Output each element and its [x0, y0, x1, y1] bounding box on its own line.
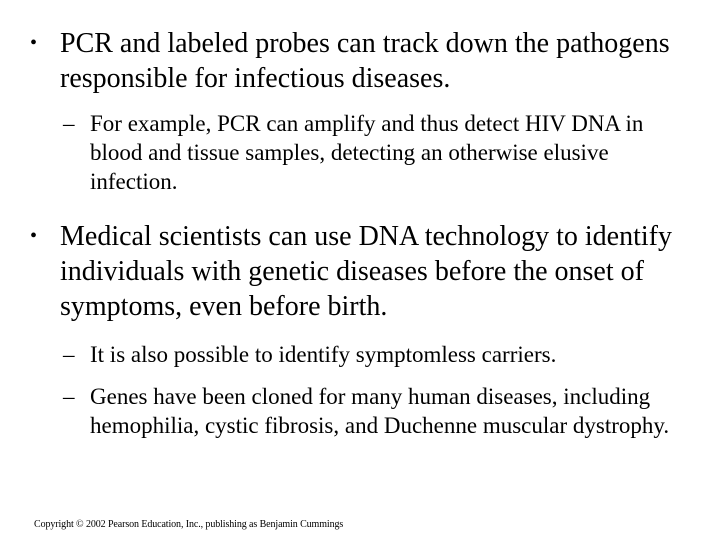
- bullet-text: Medical scientists can use DNA technology to identify individuals with genetic diseases before the onset of symptoms, even before birth.: [60, 221, 672, 322]
- subbullet-hiv-example: [63, 109, 693, 196]
- subbullet-marker: –: [63, 111, 75, 136]
- subbullet-marker: –: [63, 384, 75, 409]
- subbullet-carriers: [63, 340, 693, 369]
- subbullet-text: Genes have been cloned for many human diseases, including hemophilia, cystic fibrosis, and Duchenne muscular dystrophy.: [90, 384, 670, 438]
- bullet-marker: •: [30, 225, 38, 247]
- bullet-marker: •: [30, 32, 38, 54]
- bullet-text: PCR and labeled probes can track down the pathogens responsible for infectious diseases.: [60, 28, 670, 94]
- subbullet-text: It is also possible to identify symptomless carriers.: [90, 342, 557, 367]
- bullet-genetic-diseases: [30, 219, 690, 324]
- subbullet-text: For example, PCR can amplify and thus detect HIV DNA in blood and tissue samples, detecting an otherwise elusive infection.: [90, 111, 644, 194]
- subbullet-marker: –: [63, 342, 75, 367]
- bullet-pcr-probes: [30, 26, 690, 96]
- subbullet-cloned-genes: [63, 382, 693, 440]
- copyright-footer: Copyright © 2002 Pearson Education, Inc., publishing as Benjamin Cummings: [34, 519, 344, 530]
